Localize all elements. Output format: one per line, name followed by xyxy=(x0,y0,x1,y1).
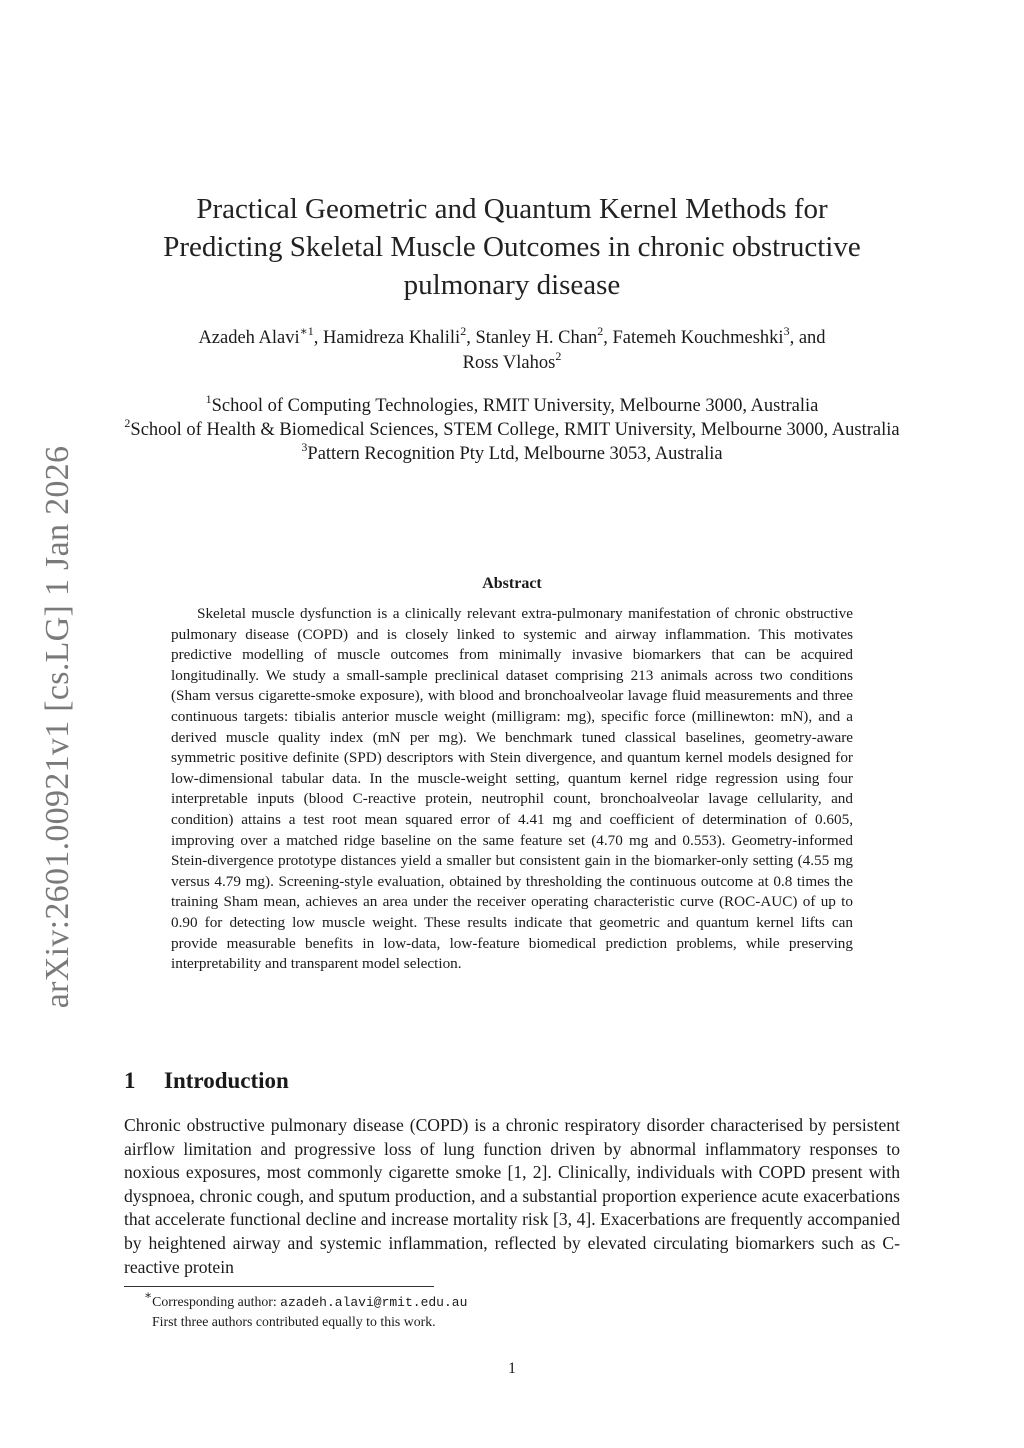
title-line-2: Predicting Skeletal Muscle Outcomes in chronic obstructive xyxy=(163,231,861,263)
page-number: 1 xyxy=(508,1360,516,1377)
section-number: 1 xyxy=(124,1068,136,1093)
footnote-corresponding-author: ∗Corresponding author: azadeh.alavi@rmit.edu.au xyxy=(144,1288,468,1310)
author-name: Ross Vlahos xyxy=(462,353,556,373)
title-line-3: pulmonary disease xyxy=(403,269,621,301)
footnote-equal-contribution: First three authors contributed equally to this work. xyxy=(152,1314,436,1329)
author-affiliation-mark: 3 xyxy=(783,323,790,338)
author-name: Hamidreza Khalili xyxy=(323,328,461,348)
affiliation-item: $^3$Pattern Recognition Pty Ltd, Melbourne 3053, Australia xyxy=(301,439,723,464)
affiliation-item: $^1$School of Computing Technologies, RMIT University, Melbourne 3000, Australia xyxy=(205,391,819,416)
paper-title xyxy=(140,190,884,304)
footnote-divider xyxy=(124,1286,434,1287)
abstract-body xyxy=(171,604,853,975)
author-affiliation-mark: 2 xyxy=(460,323,467,338)
affiliation-item: $^2$School of Health & Biomedical Sciences, STEM College, RMIT University, Melbourne 3000, Australia xyxy=(124,415,900,440)
author-name: Fatemeh Kouchmeshki xyxy=(612,328,784,348)
abstract-heading: Abstract xyxy=(482,575,542,592)
author-name: Azadeh Alavi xyxy=(198,328,300,348)
author-affiliation-mark: 2 xyxy=(555,348,562,363)
section-title: Introduction xyxy=(164,1068,289,1093)
title-line-1: Practical Geometric and Quantum Kernel Methods for xyxy=(196,193,828,225)
affiliation-list xyxy=(112,391,912,466)
author-name: Stanley H. Chan xyxy=(475,328,598,348)
introduction-paragraph: Chronic obstructive pulmonary disease (COPD) is a chronic respiratory disorder characterised by persistent airflow limitation and progressive loss of lung function driven by abnormal inflammatory responses to noxious exposures, most commonly cigarette smoke [1, 2]. Clinically, individuals with COPD present with dyspnoea, chronic cough, and sputum production, and a substantial proportion experience acute exacerbations that accelerate functional decline and increase mortality risk [3, 4]. Exacerbations are frequently accompanied by heightened airway and systemic inflammation, reflected by elevated circulating biomarkers such as C-reactive protein xyxy=(124,1115,900,1277)
author-list: Azadeh Alavi$^{∗1}$, Hamidreza Khalili$^2$, Stanley H. Chan$^2$, Fatemeh Kouchmeshki$^3$, and Ross Vlahos$^2$ xyxy=(198,323,826,373)
section-heading-introduction xyxy=(124,1068,289,1094)
footnotes xyxy=(124,1288,900,1331)
author-affiliation-mark: ∗1 xyxy=(299,323,314,338)
introduction-body xyxy=(124,1114,900,1279)
author-affiliation-mark: 2 xyxy=(597,323,604,338)
abstract-paragraph: Skeletal muscle dysfunction is a clinically relevant extra-pulmonary manifestation of chronic obstructive pulmonary disease (COPD) and is closely linked to systemic and airway inflammation. This motivates predictive modelling of muscle outcomes from minimally invasive biomarkers that can be acquired longitudinally. We study a small-sample preclinical dataset comprising 213 animals across two conditions (Sham versus cigarette-smoke exposure), with blood and bronchoalveolar lavage fluid measurements and three continuous targets: tibialis anterior muscle weight (milligram: mg), specific force (millinewton: mN), and a derived muscle quality index (mN per mg). We benchmark tuned classical baselines, geometry-aware symmetric positive definite (SPD) descriptors with Stein divergence, and quantum kernel models designed for low-dimensional tabular data. In the muscle-weight setting, quantum kernel ridge regression using four interpretable inputs (blood C-reactive protein, neutrophil count, bronchoalveolar lavage cellularity, and condition) attains a test root mean squared error of 4.41 mg and coefficient of determination of 0.605, improving over a matched ridge baseline on the same feature set (4.70 mg and 0.553). Geometry-informed Stein-divergence prototype distances yield a smaller but consistent gain in the biomarker-only setting (4.55 mg versus 4.79 mg). Screening-style evaluation, obtained by thresholding the continuous outcome at 0.8 times the training Sham mean, achieves an area under the receiver operating characteristic curve (ROC-AUC) of up to 0.90 for detecting low muscle weight. These results indicate that geometric and quantum kernel lifts can provide measurable benefits in low-data, low-feature biomedical prediction problems, while preserving interpretability and transparent model selection. xyxy=(171,605,853,973)
corresponding-email-link[interactable]: azadeh.alavi@rmit.edu.au xyxy=(280,1295,468,1310)
arxiv-identifier-stamp: arXiv:2601.00921v1 [cs.LG] 1 Jan 2026 xyxy=(39,445,76,1009)
